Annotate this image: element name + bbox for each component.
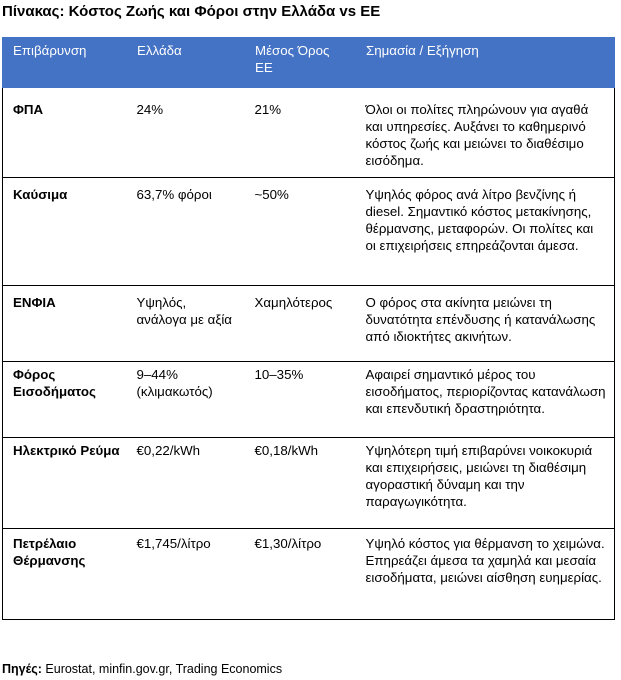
- sources-label: Πηγές:: [2, 662, 42, 676]
- cell-greece: 24%: [127, 88, 245, 178]
- cost-of-living-table: [2, 37, 615, 620]
- table-row: [3, 362, 615, 438]
- header-meaning: Σημασία / Εξήγηση: [356, 38, 615, 88]
- cell-eu-average: ~50%: [245, 178, 356, 286]
- cell-greece: €0,22/kWh: [127, 438, 245, 529]
- cell-meaning: Υψηλός φόρος ανά λίτρο βενζίνης ή diesel. Σημαντικό κόστος μετακίνησης, θέρμανσης, μεταφορών. Οι πολίτες και οι επιχειρήσεις επηρεάζονται άμεσα.: [356, 178, 615, 286]
- table-row: [3, 438, 615, 529]
- cell-meaning: Υψηλό κόστος για θέρμανση το χειμώνα. Επηρεάζει άμεσα τα χαμηλά και μεσαία εισοδήματα, μειώνει αίσθηση ευημερίας.: [356, 529, 615, 620]
- sources-text: Eurostat, minfin.gov.gr, Trading Economics: [45, 662, 283, 676]
- table-row: [3, 529, 615, 620]
- cell-eu-average: Χαμηλότερος: [245, 286, 356, 362]
- table-row: [3, 286, 615, 362]
- cell-eu-average: 21%: [245, 88, 356, 178]
- table-row: [3, 178, 615, 286]
- cell-greece: €1,745/λίτρο: [127, 529, 245, 620]
- header-burden: Επιβάρυνση: [3, 38, 127, 88]
- sources-note: [2, 661, 282, 677]
- cell-meaning: Ο φόρος στα ακίνητα μειώνει τη δυνατότητα επένδυσης ή κατανάλωσης από ιδιοκτήτες ακινήτων.: [356, 286, 615, 362]
- cell-eu-average: €0,18/kWh: [245, 438, 356, 529]
- cell-burden: Φόρος Εισοδήματος: [3, 362, 127, 438]
- cell-greece: 9–44% (κλιμακωτός): [127, 362, 245, 438]
- cell-burden: ΕΝΦΙΑ: [3, 286, 127, 362]
- cell-greece: Υψηλός, ανάλογα με αξία: [127, 286, 245, 362]
- table-row: [3, 88, 615, 178]
- cell-burden: Ηλεκτρικό Ρεύμα: [3, 438, 127, 529]
- cell-burden: Καύσιμα: [3, 178, 127, 286]
- cell-burden: Πετρέλαιο Θέρμανσης: [3, 529, 127, 620]
- header-row: [3, 38, 615, 88]
- header-eu-average: Μέσος Όρος ΕΕ: [245, 38, 356, 88]
- cell-meaning: Υψηλότερη τιμή επιβαρύνει νοικοκυριά και επιχειρήσεις, μειώνει τη διαθέσιμη αγοραστική δύναμη και την παραγωγικότητα.: [356, 438, 615, 529]
- cell-meaning: Αφαιρεί σημαντικό μέρος του εισοδήματος, περιορίζοντας κατανάλωση και επενδυτική δραστηριότητα.: [356, 362, 615, 438]
- cell-burden: ΦΠΑ: [3, 88, 127, 178]
- cell-meaning: Όλοι οι πολίτες πληρώνουν για αγαθά και υπηρεσίες. Αυξάνει το καθημερινό κόστος ζωής και μειώνει το διαθέσιμο εισόδημα.: [356, 88, 615, 178]
- cell-eu-average: 10–35%: [245, 362, 356, 438]
- header-greece: Ελλάδα: [127, 38, 245, 88]
- cell-greece: 63,7% φόροι: [127, 178, 245, 286]
- table-title: Πίνακας: Κόστος Ζωής και Φόροι στην Ελλάδα vs ΕΕ: [2, 3, 381, 20]
- cell-eu-average: €1,30/λίτρο: [245, 529, 356, 620]
